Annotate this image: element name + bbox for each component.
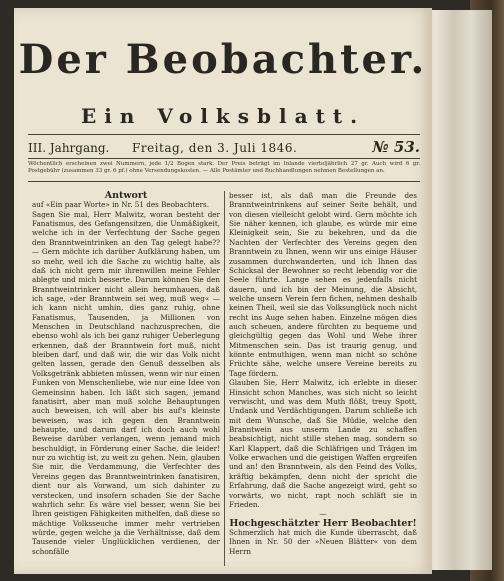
letter-text: Schmerzlich hat mich die Kunde überrascht, daß Ihnen in Nr. 50 der »Neuen Blätter« von dem Herrn (229, 527, 417, 556)
page-edges (422, 10, 492, 570)
letter-heading: Hochgeschätzter Herr Beobachter! (229, 517, 417, 529)
subscription-notice: Wöchentlich erscheinen zwei Nummern, jede 1/2 Bogen stark. Der Preis beträgt im Inlande vierteljährlich 27 gr. Auch wird 6 gr. Postgebühr (zusammen 33 gr. 6 pf.) ohne Versendungskosten. — Alle Postämter und Buchhandlungen nehmen Bestellungen an. (28, 161, 420, 174)
newspaper-page (14, 8, 432, 574)
right-column (229, 191, 417, 566)
article-subheading: auf «Ein paar Worte» in Nr. 51 des Beobachters. (32, 200, 210, 210)
divider-bottom (28, 181, 420, 182)
issue-number: № 53. (372, 138, 420, 156)
divider-mid (28, 158, 420, 159)
article-paragraph: besser ist, als daß man die Freunde des Branntweintrinkens auf seiner Seite behält, und von diesen vielleicht gelobt wird. Gern möchte ich Sie näher kennen, ich glaube, es würde mir eine Kleinigkeit sein, Sie zu bekehren, und da die Nachten der Verfechter des Vereins gegen den Branntwein zu Ihnen, wenn wir uns einige Häuser zusammen durchwanderten, und ich Ihnen das Schicksal der Bewohner so recht lebendig vor die Seele führte. Lange sehen es jedenfalls nicht dauern, und ich bin der Meinung, die Absicht, welche unsern Verein fern fichen, nehmen deshalb keinen Theil, weil sie das Volksunglück noch nicht recht ins Auge sehen haben. Einzelne mögen dies auch scheuen, andere fürchten zu bequeme und gleichgültig gegen das Wohl und Wehe ihrer Mitmenschen sein. Das ist traurig genug, und könnte entmuthigen, wenn man nicht so schöne Früchte sähe, welche unsere Vereine bereits zu Tage fördern. (229, 191, 417, 378)
column-divider (224, 191, 225, 566)
volume: III. Jahrgang. (28, 141, 110, 155)
article-paragraph: Sagen Sie mal, Herr Malwitz, woran besteht der Fanatismus, des Gefangensitzen, die Unmäßigkeit, welche ich in der Verfechtung der Sache gegen den Branntweintrinken an den Tag gelegt habe?? — Gern möchte ich darüber Aufklärung haben, um so mehr, weil ich die Sache zu wichtig halte, als daß ich nicht gern mir ihrenwillen meine Fehler ablegte und mich besserte. Darum können Sie den Branntweintrinker nicht allein herumhauen, daß ich sage, »der Branntwein sei weg, muß weg« — ich kann nicht umhin, dies ganz ruhig, ohne Fanatismus, Tausenden, ja Millionen von Menschen in Deutschland nachzusprechen, die ebenso wohl als ich bei ganz ruhiger Ueberlegung erkennen, daß der Branntwein fort muß, nicht bleiben darf, und daß wir, die wir das Volk nicht gelten lassen, gerade den Genuß desselben als Volksgetränk abbieten müssen, wenn wir nur einen Funken von Menschenliebe, wie nur eine Idee von Gemeinsinn haben. Ich läßt sich sagen, jemand fanatisirt, aber man muß solche Behauptungen auch beweisen, ich will aber bis auf's kleinste beweisen, was ich gegen den Branntwein behaupte, und darum darf ich doch auch wohl Beweise darüber verlangen, wenn jemand mich beschuldigt, in Förderung einer Sache, die leider! nur zu wichtig ist, zu weit zu gehen. Nein, glauben Sie mir, die Verdammung, die Verfechter des Vereins gegen das Branntweintrinken fanatisiren, dient nur als Vorwand, um sich dahinter zu verstecken, und insofern schaden Sie der Sache wahrlich sehr. Es wäre viel besser, wenn Sie bei Ihren geistigen Fähigkeiten mithelfen, daß diese so mächtige Volksseuche immer mehr vertrieben würde, gegen welche ja die Verhältnisse, daß dem Tausende vieler Unglücklichen verdienen, der schonfälle (32, 209, 220, 556)
article-heading: Antwort (104, 191, 148, 201)
left-column (32, 191, 220, 566)
subtitle: Ein Volksblatt. (80, 104, 366, 128)
divider-top (28, 134, 420, 135)
masthead: Der Beobachter. (18, 36, 428, 83)
issue-date: Freitag, den 3. Juli 1846. (132, 141, 298, 155)
article-paragraph: Glauben Sie, Herr Malwitz, ich erlebte in dieser Hinsicht schon Manches, was sich nicht so leicht verwischt, und was dem Muth flößt, treuy Spott, Undank und Verdächtigungen. Darum schließe ich mit dem Wunsche, daß Sie Müdie, welche den Branntwein aus unserm Lande zu schaffen beabsichtigt, nicht stille stehen mag, sondern so Karl Klappert, daß die Schläfrigen und Trägen im Volke erwachen und die geistigen Waffen ergreifen und an! den Branntwein, als den Feind des Volks, kräftig bekämpfen, denn nicht der spricht die Erfahrung, daß die Sache angezeigt wird, geht so vorwärts, wo nicht, rapt noch schläft sie in Frieden. (229, 378, 417, 509)
separator: — (319, 509, 327, 519)
